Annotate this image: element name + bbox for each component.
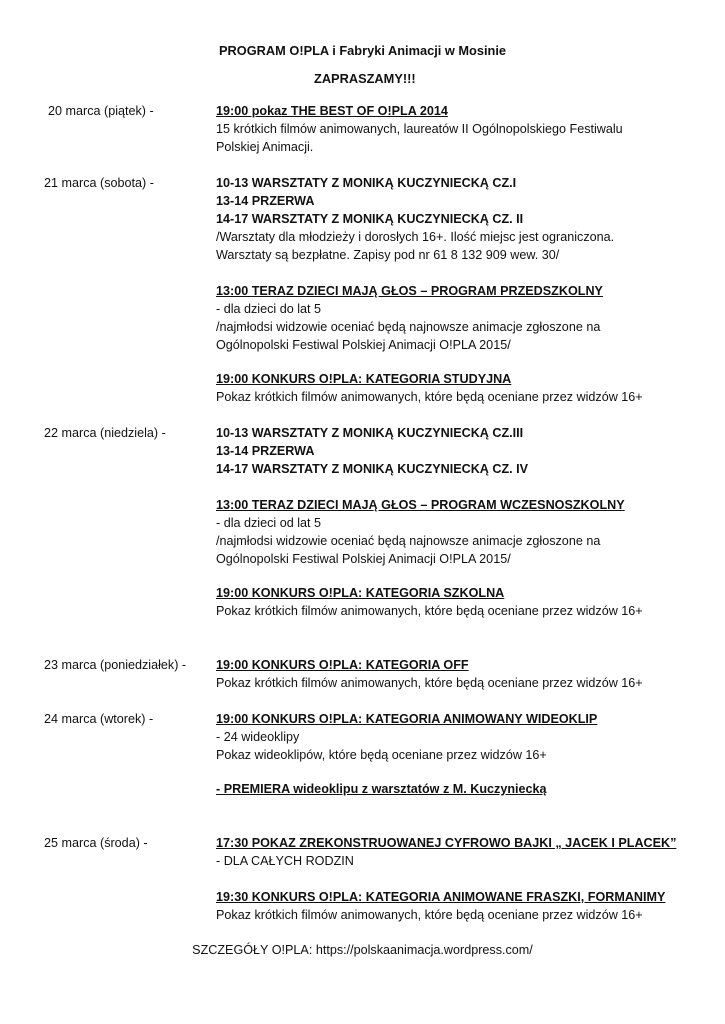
event-description: - dla dzieci od lat 5 [216, 516, 322, 530]
premiere-line: - PREMIERA wideoklipu z warsztatów z M. Kuczyniecką [216, 782, 547, 796]
event-title: 13:00 TERAZ DZIECI MAJĄ GŁOS – PROGRAM WCZESNOSZKOLNY [216, 498, 625, 512]
event-title: 19:00 KONKURS O!PLA: KATEGORIA SZKOLNA [216, 586, 505, 600]
event-description: - DLA CAŁYCH RODZIN [216, 854, 354, 868]
workshop-line: 10-13 WARSZTATY Z MONIKĄ KUCZYNIECKĄ CZ.I [216, 176, 517, 190]
date-label: 21 marca (sobota) - [44, 176, 154, 190]
event-description: Pokaz krótkich filmów animowanych, które będą oceniane przez widzów 16+ [216, 676, 643, 690]
event-description: 15 krótkich filmów animowanych, laureatów II Ogólnopolskiego Festiwalu [216, 122, 623, 136]
document-subtitle: ZAPRASZAMY!!! [314, 71, 416, 86]
date-label: 24 marca (wtorek) - [44, 712, 154, 726]
event-title: 19:30 KONKURS O!PLA: KATEGORIA ANIMOWANE FRASZKI, FORMANIMY [216, 890, 666, 904]
date-label: 23 marca (poniedziałek) - [44, 658, 187, 672]
event-description: Ogólnopolski Festiwal Polskiej Animacji O!PLA 2015/ [216, 552, 511, 566]
event-title: 19:00 KONKURS O!PLA: KATEGORIA OFF [216, 658, 469, 672]
event-description: - dla dzieci do lat 5 [216, 302, 322, 316]
date-label: 25 marca (środa) - [44, 836, 148, 850]
date-label: 20 marca (piątek) - [48, 104, 154, 118]
event-title: 13:00 TERAZ DZIECI MAJĄ GŁOS – PROGRAM PRZEDSZKOLNY [216, 284, 603, 298]
event-title: 19:00 KONKURS O!PLA: KATEGORIA STUDYJNA [216, 372, 512, 386]
workshop-note: /Warsztaty dla młodzieży i dorosłych 16+. Ilość miejsc jest ograniczona. [216, 230, 615, 244]
workshop-line: 14-17 WARSZTATY Z MONIKĄ KUCZYNIECKĄ CZ. II [216, 212, 524, 226]
event-description: Ogólnopolski Festiwal Polskiej Animacji O!PLA 2015/ [216, 338, 511, 352]
event-description: Pokaz krótkich filmów animowanych, które będą oceniane przez widzów 16+ [216, 604, 643, 618]
workshop-line: 14-17 WARSZTATY Z MONIKĄ KUCZYNIECKĄ CZ. IV [216, 462, 529, 476]
break-line: 13-14 PRZERWA [216, 194, 315, 208]
event-description: - 24 wideoklipy [216, 730, 300, 744]
event-description: /najmłodsi widzowie oceniać będą najnowsze animacje zgłoszone na [216, 534, 601, 548]
event-description: Pokaz krótkich filmów animowanych, które będą oceniane przez widzów 16+ [216, 908, 643, 922]
event-description: Polskiej Animacji. [216, 140, 314, 154]
document-title: PROGRAM O!PLA i Fabryki Animacji w Mosinie [218, 43, 507, 58]
event-description: Pokaz wideoklipów, które będą oceniane przez widzów 16+ [216, 748, 547, 762]
workshop-note: Warsztaty są bezpłatne. Zapisy pod nr 61 8 132 909 wew. 30/ [216, 248, 560, 262]
workshop-line: 10-13 WARSZTATY Z MONIKĄ KUCZYNIECKĄ CZ.III [216, 426, 524, 440]
footer-details-link[interactable]: SZCZEGÓŁY O!PLA: https://polskaanimacja.wordpress.com/ [192, 943, 533, 957]
date-label: 22 marca (niedziela) - [44, 426, 166, 440]
event-title: 19:00 KONKURS O!PLA: KATEGORIA ANIMOWANY WIDEOKLIP [216, 712, 598, 726]
event-title: 19:00 pokaz THE BEST OF O!PLA 2014 [216, 104, 448, 118]
event-title: 17:30 POKAZ ZREKONSTRUOWANEJ CYFROWO BAJKI „ JACEK I PLACEK” [216, 836, 677, 850]
event-description: /najmłodsi widzowie oceniać będą najnowsze animacje zgłoszone na [216, 320, 601, 334]
event-description: Pokaz krótkich filmów animowanych, które będą oceniane przez widzów 16+ [216, 390, 643, 404]
break-line: 13-14 PRZERWA [216, 444, 315, 458]
